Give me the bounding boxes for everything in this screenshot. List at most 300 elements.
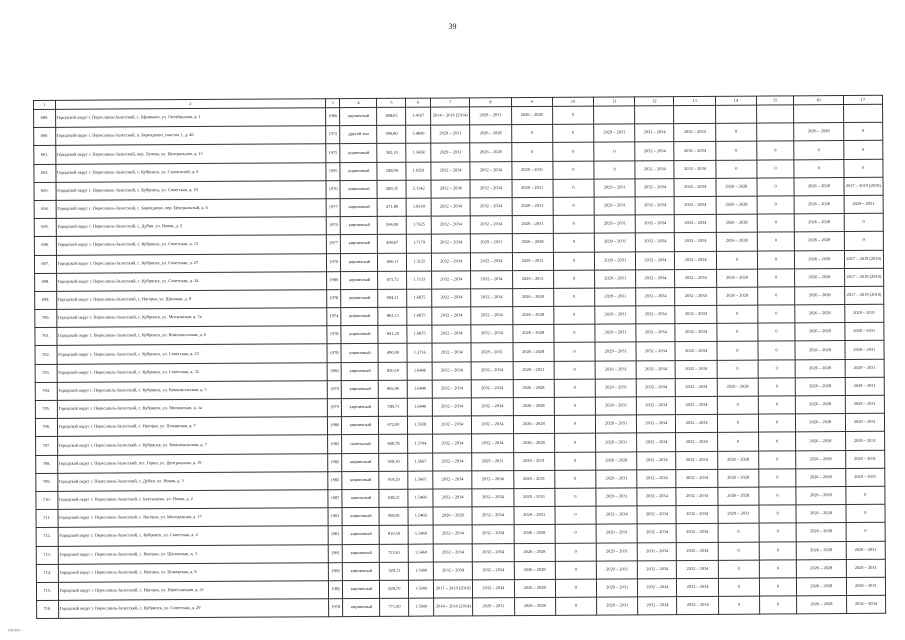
table-cell: 2032 – 2034 bbox=[471, 307, 512, 325]
table-cell: 2026 – 2028 bbox=[796, 468, 846, 486]
table-cell: 2032 – 2034 bbox=[433, 489, 472, 507]
table-cell: кирпичный bbox=[342, 526, 379, 544]
table-cell: 0 bbox=[717, 305, 758, 323]
table-cell: 2032 – 2034 bbox=[676, 360, 717, 378]
table-cell: 2026 – 2028 bbox=[718, 469, 759, 487]
table-cell: 1.5704 bbox=[408, 434, 433, 452]
table-cell: 2029 – 2031 bbox=[845, 341, 884, 359]
table-cell bbox=[757, 123, 794, 141]
table-cell: 1.5000 bbox=[409, 562, 434, 580]
table-cell: 0 bbox=[553, 270, 594, 288]
table-cell: 712. bbox=[36, 528, 58, 546]
table-cell: 0 bbox=[758, 323, 795, 341]
table-cell: 2026 – 2028 bbox=[513, 397, 554, 415]
table-cell: 1982 bbox=[328, 580, 343, 598]
address-cell: Городской округ г. Переславль-Залесский, с. Кубринск, ул. Советская, д. 34 bbox=[56, 271, 326, 291]
table-cell: 2029 – 2031 bbox=[513, 361, 554, 379]
table-cell: 2029 – 2031 bbox=[512, 197, 553, 215]
table-cell: 1.4167 bbox=[406, 107, 431, 125]
table-cell: 0 bbox=[794, 141, 844, 159]
table-cell: 0 bbox=[511, 125, 552, 143]
table-cell: 0 bbox=[716, 160, 757, 178]
table-cell: 1.5667 bbox=[408, 471, 433, 489]
table-cell: 2026 – 2028 bbox=[513, 379, 554, 397]
table-cell: 2032 – 2034 bbox=[432, 271, 471, 289]
table-cell: кирпичный bbox=[342, 453, 379, 471]
table-cell: 0 bbox=[554, 433, 595, 451]
table-cell: 2032 – 2034 bbox=[472, 379, 513, 397]
table-cell: 0 bbox=[759, 469, 796, 487]
table-cell: 0 bbox=[555, 488, 596, 506]
table-cell: 2032 – 2034 bbox=[431, 198, 470, 216]
table-cell: 1.6875 bbox=[407, 289, 432, 307]
table-cell: 2029 – 2031 bbox=[471, 343, 512, 361]
table-cell: 708. bbox=[36, 455, 58, 473]
table-cell: 2032 – 2034 bbox=[432, 307, 471, 325]
table-cell: 0 bbox=[794, 159, 844, 177]
table-cell: 0 bbox=[554, 397, 595, 415]
address-cell: Городской округ г. Переславль-Залесский, п. Берендеево, участок 1, д. 40 bbox=[55, 126, 325, 146]
table-cell: 0 bbox=[553, 252, 594, 270]
table-cell: 2032 – 2034 bbox=[636, 233, 675, 251]
address-cell: Городской округ г. Переславль-Залесский, с. Кубринск, ул. Московская, д. 7а bbox=[56, 308, 326, 328]
table-cell: 2032 – 2034 bbox=[638, 597, 677, 615]
table-cell: 1981 bbox=[328, 526, 343, 544]
table-cell: 2029 – 2031 bbox=[594, 233, 635, 251]
address-cell: Городской округ г. Переславль-Залесский, с. Нагорье, ул. Шкловская, д. 3 bbox=[58, 544, 328, 564]
table-cell: 715. bbox=[36, 582, 58, 600]
table-cell: 0 bbox=[758, 341, 795, 359]
table-cell: 863,13 bbox=[378, 307, 407, 325]
table-cell: 2032 – 2034 bbox=[676, 433, 717, 451]
table-cell: 0 bbox=[555, 597, 596, 615]
table-cell: 2032 – 2034 bbox=[432, 325, 471, 343]
table-cell: 2029 – 2031 bbox=[512, 270, 553, 288]
table-cell: 690. bbox=[34, 128, 56, 146]
table-cell: 2032 – 2034 bbox=[473, 543, 514, 561]
table-cell: 0 bbox=[717, 323, 758, 341]
table-cell: 0 bbox=[555, 470, 596, 488]
table-cell: 0 bbox=[555, 579, 596, 597]
table-cell: 0 bbox=[759, 560, 796, 578]
table-cell: 2029 – 2031 bbox=[597, 597, 638, 615]
table-cell: 701. bbox=[35, 328, 57, 346]
table-cell: кирпичный bbox=[341, 362, 378, 380]
table-cell: 2029 – 2031 bbox=[845, 377, 884, 395]
table-cell: 2026 – 2028 bbox=[795, 268, 845, 286]
table-cell: 2026 – 2028 bbox=[795, 250, 845, 268]
table-cell: 1982 bbox=[328, 453, 343, 471]
table-cell: 0 bbox=[555, 524, 596, 542]
table-cell: 2032 – 2034 bbox=[637, 397, 676, 415]
table-cell: 2032 – 2034 bbox=[635, 197, 674, 215]
table-cell: 2029 – 2031 bbox=[595, 288, 636, 306]
table-cell: 1.7625 bbox=[407, 216, 432, 234]
table-cell: 2026 – 2028 bbox=[796, 450, 846, 468]
table-cell: кирпичный bbox=[343, 562, 380, 580]
table-cell: 0 bbox=[715, 123, 756, 141]
table-cell: 0 bbox=[717, 414, 758, 432]
table-cell: 2032 – 2034 bbox=[676, 505, 717, 523]
table-cell: 2026 – 2028 bbox=[795, 359, 845, 377]
table-cell: 2032 – 2034 bbox=[431, 216, 470, 234]
column-header: 5 bbox=[377, 98, 406, 107]
table-cell: 1978 bbox=[327, 289, 342, 307]
table-cell: 703. bbox=[35, 364, 57, 382]
table-cell: 819,50 bbox=[380, 526, 409, 544]
table-cell: кирпичный bbox=[342, 417, 379, 435]
table-cell: 2026 – 2028 bbox=[513, 434, 554, 452]
table-cell: 702. bbox=[35, 346, 57, 364]
address-cell: Городской округ г. Переславль-Залесский, с. Кубринск, ул. Советская, д. 13 bbox=[56, 235, 326, 255]
address-cell: Городской округ г. Переславль-Залесский, с. Нагорье, ул. Пожарская, д. 7 bbox=[57, 417, 327, 437]
footer-note: (3)(4)(2) … bbox=[8, 628, 25, 632]
address-cell: Городской округ г. Переславль-Залесский, с. Кубринск, ул. Советская, д. 23 bbox=[57, 344, 327, 364]
table-cell: 2029 – 2031 bbox=[845, 450, 884, 468]
table-cell: 1.6875 bbox=[407, 325, 432, 343]
table-cell: 1978 bbox=[328, 599, 343, 617]
table-cell: 249,00 bbox=[377, 162, 406, 180]
table-cell: 506,00 bbox=[378, 216, 407, 234]
table-cell: 0 bbox=[757, 232, 794, 250]
table-cell: 1.7133 bbox=[407, 271, 432, 289]
table-cell: 2032 – 2034 bbox=[674, 142, 715, 160]
table-cell: 707. bbox=[36, 437, 58, 455]
table-cell: 2026 – 2028 bbox=[797, 596, 847, 614]
table-cell: 2026 – 2028 bbox=[433, 507, 472, 525]
table-cell: 2029 – 2031 bbox=[595, 397, 636, 415]
table-cell: 1980 bbox=[326, 271, 341, 289]
column-header: 11 bbox=[594, 97, 635, 106]
address-cell: Городской округ г. Переславль-Залесский, с. Кубринск, ул. Комсомольская, д. 6 bbox=[57, 326, 327, 346]
table-cell: 1980 bbox=[327, 362, 342, 380]
table-cell: 723,61 bbox=[380, 544, 409, 562]
table-cell: 0 bbox=[718, 596, 759, 614]
table-cell: 2017 – 2019 (2019) bbox=[844, 250, 883, 268]
table-cell: 0 bbox=[717, 396, 758, 414]
table-cell: 2029 – 2031 bbox=[595, 306, 636, 324]
table-cell: 2026 – 2028 bbox=[796, 414, 846, 432]
table-cell: 824,70 bbox=[380, 580, 409, 598]
table-cell: панельный bbox=[342, 435, 379, 453]
table-cell: 2029 – 2031 bbox=[846, 559, 885, 577]
table-cell: 0 bbox=[759, 432, 796, 450]
table-cell: 2026 – 2028 bbox=[716, 232, 757, 250]
table-cell: кирпичный bbox=[342, 398, 379, 416]
table-cell: 2026 – 2028 bbox=[796, 559, 846, 577]
table-cell: 471,80 bbox=[378, 198, 407, 216]
table-cell: 2026 – 2028 bbox=[514, 543, 555, 561]
table-cell: другой тип bbox=[340, 126, 377, 144]
table-cell: 0 bbox=[594, 142, 635, 160]
table-cell: 1.6875 bbox=[407, 307, 432, 325]
table-cell: 1.6446 bbox=[408, 398, 433, 416]
table-cell: 2029 – 2031 bbox=[513, 470, 554, 488]
table-row bbox=[37, 595, 886, 618]
table-cell: 2026 – 2028 bbox=[513, 416, 554, 434]
table-cell: 1981 bbox=[328, 544, 343, 562]
table-cell: 2026 – 2028 bbox=[795, 341, 845, 359]
table-cell: 700. bbox=[35, 309, 57, 327]
table-cell: 2032 – 2034 bbox=[676, 451, 717, 469]
table-cell: 2029 – 2031 bbox=[594, 251, 635, 269]
table-cell: кирпичный bbox=[341, 217, 378, 235]
table-cell: 2026 – 2028 bbox=[716, 196, 757, 214]
table-cell: 2032 – 2034 bbox=[677, 524, 718, 542]
table-cell: кирпичный bbox=[340, 180, 377, 198]
table-cell: 1.8118 bbox=[406, 198, 431, 216]
table-cell: 2032 – 2034 bbox=[470, 161, 511, 179]
address-cell: Городской округ г. Переславль-Залесский, с. Кубринск, ул. Строителей, д. 6 bbox=[56, 162, 326, 182]
table-cell: 862,06 bbox=[379, 380, 408, 398]
table-cell: 2026 – 2028 bbox=[796, 486, 846, 504]
table-cell: 2026 – 2028 bbox=[514, 561, 555, 579]
table-cell: 2032 – 2034 bbox=[636, 215, 675, 233]
table-cell: 2032 – 2034 bbox=[433, 471, 472, 489]
table-cell: 2029 – 2031 bbox=[596, 433, 637, 451]
table-cell: 709. bbox=[36, 473, 58, 491]
table-cell: 2029 – 2031 bbox=[595, 270, 636, 288]
column-header: 10 bbox=[552, 97, 593, 106]
table-cell: 2032 – 2034 bbox=[675, 214, 716, 232]
table-cell bbox=[674, 105, 715, 123]
table-cell: кирпичный bbox=[341, 271, 378, 289]
table-cell: 2026 – 2028 bbox=[596, 451, 637, 469]
column-header: 7 bbox=[431, 98, 470, 107]
table-cell: 2032 – 2034 bbox=[636, 360, 675, 378]
table-cell: 2032 – 2034 bbox=[676, 378, 717, 396]
table-cell: 2032 – 2034 bbox=[675, 269, 716, 287]
table-cell: 2026 – 2028 bbox=[512, 288, 553, 306]
table-cell: 2032 – 2034 bbox=[674, 178, 715, 196]
table-cell: 2029 – 2031 bbox=[596, 579, 637, 597]
table-cell: 1978 bbox=[327, 344, 342, 362]
table-cell: 0 bbox=[718, 523, 759, 541]
table-cell: 2029 – 2031 bbox=[594, 124, 635, 142]
address-cell: Городской округ г. Переславль-Залесский, с. Бектышево, ул. Новая, д. 2 bbox=[58, 490, 328, 510]
table-cell: кирпичный bbox=[341, 307, 378, 325]
table-cell: 2026 – 2028 bbox=[795, 305, 845, 323]
table-cell: 2026 – 2028 bbox=[716, 287, 757, 305]
table-cell: 2032 – 2034 bbox=[675, 233, 716, 251]
table-cell: 2032 – 2034 bbox=[635, 142, 674, 160]
table-cell: 1995 bbox=[326, 162, 341, 180]
table-cell: 2017 – 2019 (2019) bbox=[844, 177, 883, 195]
table-cell: 2032 – 2034 bbox=[675, 342, 716, 360]
table-cell: 2032 – 2034 bbox=[846, 595, 885, 613]
table-cell: 695. bbox=[34, 218, 56, 236]
table-cell: кирпичный bbox=[343, 544, 380, 562]
table-cell: 0 bbox=[717, 432, 758, 450]
table-cell: 1.5000 bbox=[409, 598, 434, 616]
table-cell: 2032 – 2034 bbox=[638, 560, 677, 578]
table-cell: 2032 – 2034 bbox=[472, 489, 513, 507]
table-cell: 2029 – 2031 bbox=[470, 107, 511, 125]
table-cell: 0 bbox=[717, 342, 758, 360]
table-cell: 2029 – 2031 bbox=[473, 598, 514, 616]
table-cell: 408,65 bbox=[377, 107, 406, 125]
table-cell: кирпичный bbox=[342, 380, 379, 398]
address-cell: Городской округ г. Переславль-Залесский, с. Кубринск, ул. Советская, д. 2 bbox=[58, 526, 328, 546]
table-cell: 2032 – 2034 bbox=[637, 451, 676, 469]
table-cell: 1.5469 bbox=[408, 507, 433, 525]
table-cell: 1.3716 bbox=[407, 344, 432, 362]
table-cell: 0 bbox=[718, 560, 759, 578]
table-cell: 0 bbox=[843, 122, 882, 140]
table-cell: 2026 – 2028 bbox=[716, 269, 757, 287]
table-cell: 0 bbox=[553, 233, 594, 251]
address-cell: Городской округ г. Переславль-Залесский, с. Кубринск, ул. Советская, д. 27 bbox=[56, 253, 326, 273]
table-cell: 820,10 bbox=[379, 362, 408, 380]
table-cell: 2029 – 2031 bbox=[595, 379, 636, 397]
table-cell: 0 bbox=[758, 378, 795, 396]
table-cell: кирпичный bbox=[342, 508, 379, 526]
table-cell: 2029 – 2031 bbox=[844, 195, 883, 213]
table-cell: 2032 – 2034 bbox=[432, 361, 471, 379]
table-cell bbox=[635, 106, 674, 124]
table-cell bbox=[757, 105, 794, 123]
table-cell: 2026 – 2028 bbox=[795, 377, 845, 395]
table-cell: 990,80 bbox=[377, 125, 406, 143]
table-cell: 2026 – 2028 bbox=[796, 523, 846, 541]
table-cell: 2032 – 2034 bbox=[677, 578, 718, 596]
table-cell: 0 bbox=[758, 414, 795, 432]
table-cell: 711. bbox=[36, 509, 58, 527]
address-cell: Городской округ г. Переславль-Залесский, с. Дубки, ул. Новая, д. 3 bbox=[57, 471, 327, 491]
address-cell: Городской округ г. Переславль-Залесский, с. Нагорье, ул. Переславская, д. 21 bbox=[58, 581, 328, 601]
table-cell: 2032 – 2034 bbox=[674, 124, 715, 142]
table-cell bbox=[794, 105, 844, 123]
table-cell: 2026 – 2028 bbox=[794, 177, 844, 195]
table-cell: 2032 – 2034 bbox=[677, 560, 718, 578]
column-header: 15 bbox=[756, 96, 793, 105]
table-cell: 1978 bbox=[327, 326, 342, 344]
table-cell: 2032 – 2034 bbox=[431, 180, 470, 198]
table-cell: 1982 bbox=[328, 471, 343, 489]
column-header: 6 bbox=[406, 98, 431, 107]
table-cell: 2032 – 2034 bbox=[676, 415, 717, 433]
table-cell: 2032 – 2034 bbox=[636, 324, 675, 342]
table-cell: 1979 bbox=[326, 253, 341, 271]
table-cell: 2032 – 2034 bbox=[636, 269, 675, 287]
table-cell: 0 bbox=[759, 505, 796, 523]
table-cell: 2029 – 2031 bbox=[471, 234, 512, 252]
table-cell: 672,00 bbox=[379, 416, 408, 434]
table-cell: 2032 – 2034 bbox=[675, 287, 716, 305]
address-cell: Городской округ г. Переславль-Залесский, с. Нагорье, ул. Шаховая, д. 8 bbox=[56, 290, 326, 310]
table-cell: 2029 – 2031 bbox=[431, 125, 470, 143]
table-cell: 2032 – 2034 bbox=[433, 416, 472, 434]
table-cell: 2032 – 2034 bbox=[637, 506, 676, 524]
table-cell: 2032 – 2034 bbox=[636, 306, 675, 324]
table-cell: 0 bbox=[758, 287, 795, 305]
table-cell: 689. bbox=[34, 109, 56, 127]
table-cell: 716. bbox=[37, 600, 59, 618]
column-header: 12 bbox=[635, 97, 674, 106]
table-cell: 0 bbox=[718, 578, 759, 596]
column-header: 4 bbox=[340, 98, 377, 107]
table-cell: 0 bbox=[553, 197, 594, 215]
table-cell: 696. bbox=[34, 237, 56, 255]
table-cell: 2032 – 2034 bbox=[472, 398, 513, 416]
table-cell: 2032 – 2034 bbox=[472, 416, 513, 434]
table-cell: 0 bbox=[759, 450, 796, 468]
table-cell: 2029 – 2031 bbox=[594, 197, 635, 215]
table-cell: 699. bbox=[35, 291, 57, 309]
table-cell: 2029 – 2031 bbox=[596, 561, 637, 579]
table-cell: панельный bbox=[342, 489, 379, 507]
table-cell: 2032 – 2034 bbox=[470, 179, 511, 197]
table-cell: 2032 – 2034 bbox=[432, 252, 471, 270]
address-cell: Городской округ г. Переславль-Залесский, пгт. Горки, ул. Центральная, д. 19 bbox=[57, 453, 327, 473]
table-cell: 692. bbox=[34, 164, 56, 182]
column-header: 13 bbox=[674, 96, 715, 105]
table-cell: кирпичный bbox=[341, 289, 378, 307]
table-cell: 693. bbox=[34, 182, 56, 200]
table-cell: 0 bbox=[759, 523, 796, 541]
table-cell: 0 bbox=[757, 141, 794, 159]
table-cell: 2032 – 2034 bbox=[636, 342, 675, 360]
table-cell bbox=[594, 106, 635, 124]
table-cell: 2032 – 2034 bbox=[470, 198, 511, 216]
table-cell: 698. bbox=[35, 273, 57, 291]
table-cell: 1979 bbox=[326, 217, 341, 235]
table-cell: 2029 – 2031 bbox=[595, 360, 636, 378]
table-cell: 2029 – 2031 bbox=[513, 488, 554, 506]
table-cell: 2032 – 2034 bbox=[432, 380, 471, 398]
table-cell: 0 bbox=[553, 161, 594, 179]
table-cell: 2026 – 2028 bbox=[794, 195, 844, 213]
table-cell: 0 bbox=[758, 269, 795, 287]
table-cell: 704. bbox=[35, 382, 57, 400]
table-cell: 710. bbox=[36, 491, 58, 509]
table-cell: 2032 – 2034 bbox=[473, 561, 514, 579]
table-cell: 2032 – 2034 bbox=[677, 542, 718, 560]
table-cell: 466,11 bbox=[378, 253, 407, 271]
table-cell: кирпичный bbox=[340, 107, 377, 125]
table-cell: 2026 – 2028 bbox=[794, 214, 844, 232]
table-cell: 2032 – 2034 bbox=[637, 524, 676, 542]
table-cell: 2032 – 2034 bbox=[473, 579, 514, 597]
table-cell: 0 bbox=[716, 141, 757, 159]
table-cell: кирпичный bbox=[341, 344, 378, 362]
table-cell: 302,10 bbox=[377, 144, 406, 162]
table-cell: 0 bbox=[760, 596, 797, 614]
table-cell: 2026 – 2028 bbox=[716, 214, 757, 232]
table-cell: 2026 – 2028 bbox=[514, 579, 555, 597]
table-cell: 1.5000 bbox=[409, 580, 434, 598]
column-header: 8 bbox=[470, 98, 511, 107]
table-cell: 1.6446 bbox=[407, 362, 432, 380]
table-cell: 473,72 bbox=[378, 271, 407, 289]
table-cell: 2032 – 2034 bbox=[433, 562, 472, 580]
table-cell: 2026 – 2028 bbox=[795, 396, 845, 414]
table-cell bbox=[843, 104, 882, 122]
table-cell: 2032 – 2034 bbox=[432, 398, 471, 416]
column-header: 9 bbox=[511, 97, 552, 106]
table-cell: 2029 – 2031 bbox=[845, 323, 884, 341]
table-cell: 1977 bbox=[326, 235, 341, 253]
table-cell: 2029 – 2031 bbox=[846, 577, 885, 595]
table-cell: 0 bbox=[554, 343, 595, 361]
table-cell: 1970 bbox=[326, 180, 341, 198]
table-cell: 3.4600 bbox=[406, 125, 431, 143]
table-cell: 490,67 bbox=[378, 235, 407, 253]
table-cell: 0 bbox=[846, 523, 885, 541]
table-cell: 0 bbox=[844, 232, 883, 250]
table-cell: 2029 – 2031 bbox=[513, 452, 554, 470]
address-cell: Городской округ г. Переславль-Залесский, с. Кубринск, ул. Советская, д. 19 bbox=[56, 180, 326, 200]
